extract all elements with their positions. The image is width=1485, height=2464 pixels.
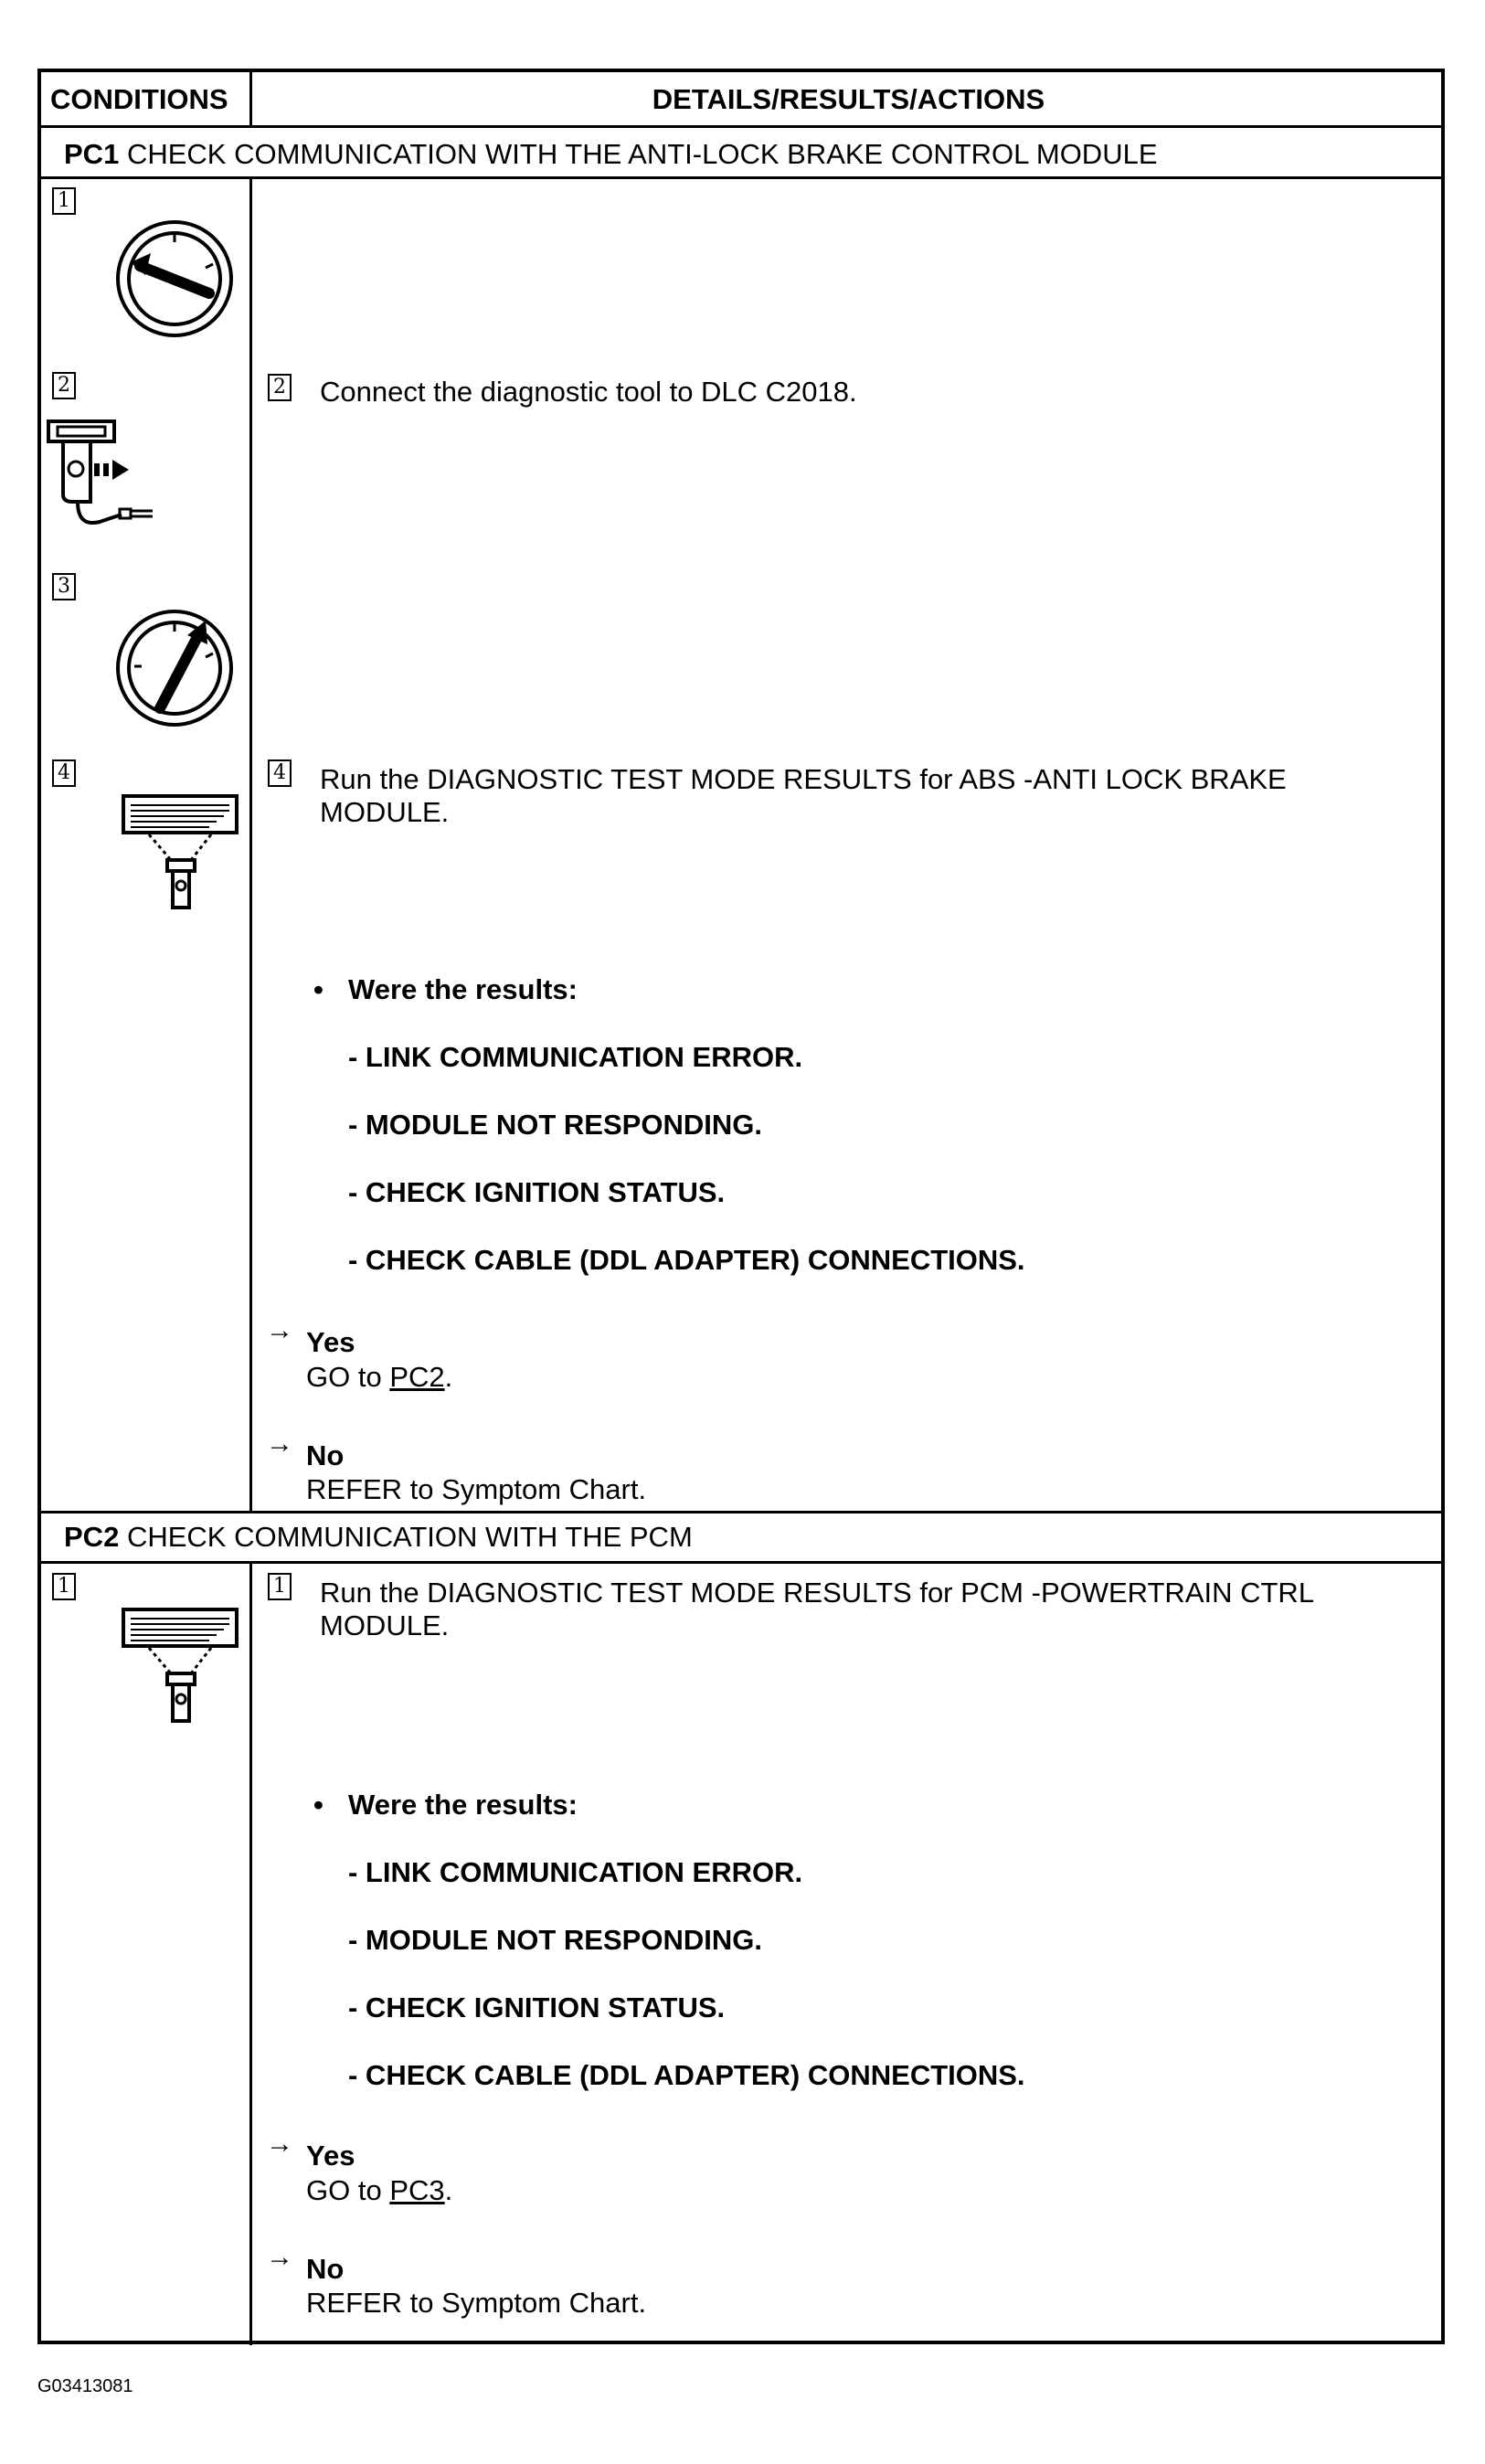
header-details: DETAILS/RESULTS/ACTIONS: [652, 83, 1045, 115]
section-title-pc2: [64, 1521, 693, 1554]
yes-label: Yes: [306, 1326, 355, 1358]
column-divider: [249, 176, 252, 1511]
no-action: REFER to Symptom Chart.: [306, 1473, 647, 1505]
goto-pc2-link[interactable]: PC2: [389, 1361, 445, 1393]
section-id-pc1: PC1: [64, 138, 120, 170]
step-1-instruction-line1: Run the DIAGNOSTIC TEST MODE RESULTS for PCM -POWERTRAIN CTRL: [320, 1577, 1315, 1609]
divider: [41, 1511, 1441, 1513]
step-number-box: 4: [268, 759, 292, 787]
ignition-key-off-icon: [114, 218, 235, 339]
result-item: - CHECK IGNITION STATUS.: [348, 1991, 726, 2023]
step-4-instruction-line1: Run the DIAGNOSTIC TEST MODE RESULTS for ABS -ANTI LOCK BRAKE: [320, 763, 1287, 795]
question-text: Were the results:: [348, 973, 578, 1005]
diagnostic-tool-screen-icon: [122, 794, 240, 913]
step-number-box: 4: [52, 759, 76, 787]
section-text-pc2: CHECK COMMUNICATION WITH THE PCM: [126, 1521, 693, 1553]
ignition-key-on-icon: [114, 608, 235, 728]
yes-label: Yes: [306, 2140, 355, 2172]
step-number-box: 2: [52, 372, 76, 399]
goto-pc3-link[interactable]: PC3: [389, 2174, 445, 2206]
question-bullet: [313, 1789, 324, 1821]
question-bullet: [313, 973, 324, 1006]
result-item: - LINK COMMUNICATION ERROR.: [348, 1856, 803, 1888]
arrow-icon: →: [266, 2129, 293, 2159]
section-title-pc1: [64, 138, 1158, 171]
no-label: No: [306, 1439, 345, 1471]
column-divider: [249, 1561, 252, 2345]
result-item: - CHECK IGNITION STATUS.: [348, 1176, 726, 1208]
step-number-box: 3: [52, 573, 76, 600]
diagnostic-table: [37, 69, 1445, 2344]
result-item: - MODULE NOT RESPONDING.: [348, 1924, 762, 1956]
no-action: REFER to Symptom Chart.: [306, 2287, 647, 2319]
step-4-instruction-line2: MODULE.: [320, 796, 450, 828]
header-conditions: CONDITIONS: [50, 83, 228, 115]
section-text-pc1: CHECK COMMUNICATION WITH THE ANTI-LOCK BRAKE CONTROL MODULE: [126, 138, 1158, 170]
result-item: - MODULE NOT RESPONDING.: [348, 1109, 762, 1141]
step-number-box: 1: [268, 1573, 292, 1600]
yes-action-suffix: .: [444, 2174, 453, 2206]
arrow-icon: →: [266, 1428, 293, 1459]
step-number-box: 1: [52, 1573, 76, 1600]
step-2-instruction: Connect the diagnostic tool to DLC C2018.: [320, 376, 857, 408]
scan-tool-connect-icon: [47, 420, 175, 547]
divider: [41, 125, 1441, 128]
yes-action: [306, 2174, 452, 2207]
result-item: - LINK COMMUNICATION ERROR.: [348, 1041, 803, 1073]
yes-action-suffix: .: [444, 1361, 453, 1393]
step-number-box: 1: [52, 187, 76, 215]
step-1-instruction-line2: MODULE.: [320, 1609, 450, 1641]
arrow-icon: →: [266, 2242, 293, 2272]
result-item: - CHECK CABLE (DDL ADAPTER) CONNECTIONS.: [348, 2059, 1025, 2091]
result-item: - CHECK CABLE (DDL ADAPTER) CONNECTIONS.: [348, 1244, 1025, 1276]
diagnostic-tool-screen-icon: [122, 1608, 240, 1726]
bullet-glyph: •: [313, 1789, 324, 1821]
yes-action-prefix: GO to: [306, 1361, 390, 1393]
figure-id: G03413081: [37, 2376, 133, 2396]
no-label: No: [306, 2253, 345, 2285]
section-id-pc2: PC2: [64, 1521, 120, 1553]
step-number-box: 2: [268, 374, 292, 401]
bullet-glyph: •: [313, 973, 324, 1005]
arrow-icon: →: [266, 1315, 293, 1345]
yes-action: [306, 1361, 452, 1394]
question-text: Were the results:: [348, 1789, 578, 1821]
yes-action-prefix: GO to: [306, 2174, 390, 2206]
